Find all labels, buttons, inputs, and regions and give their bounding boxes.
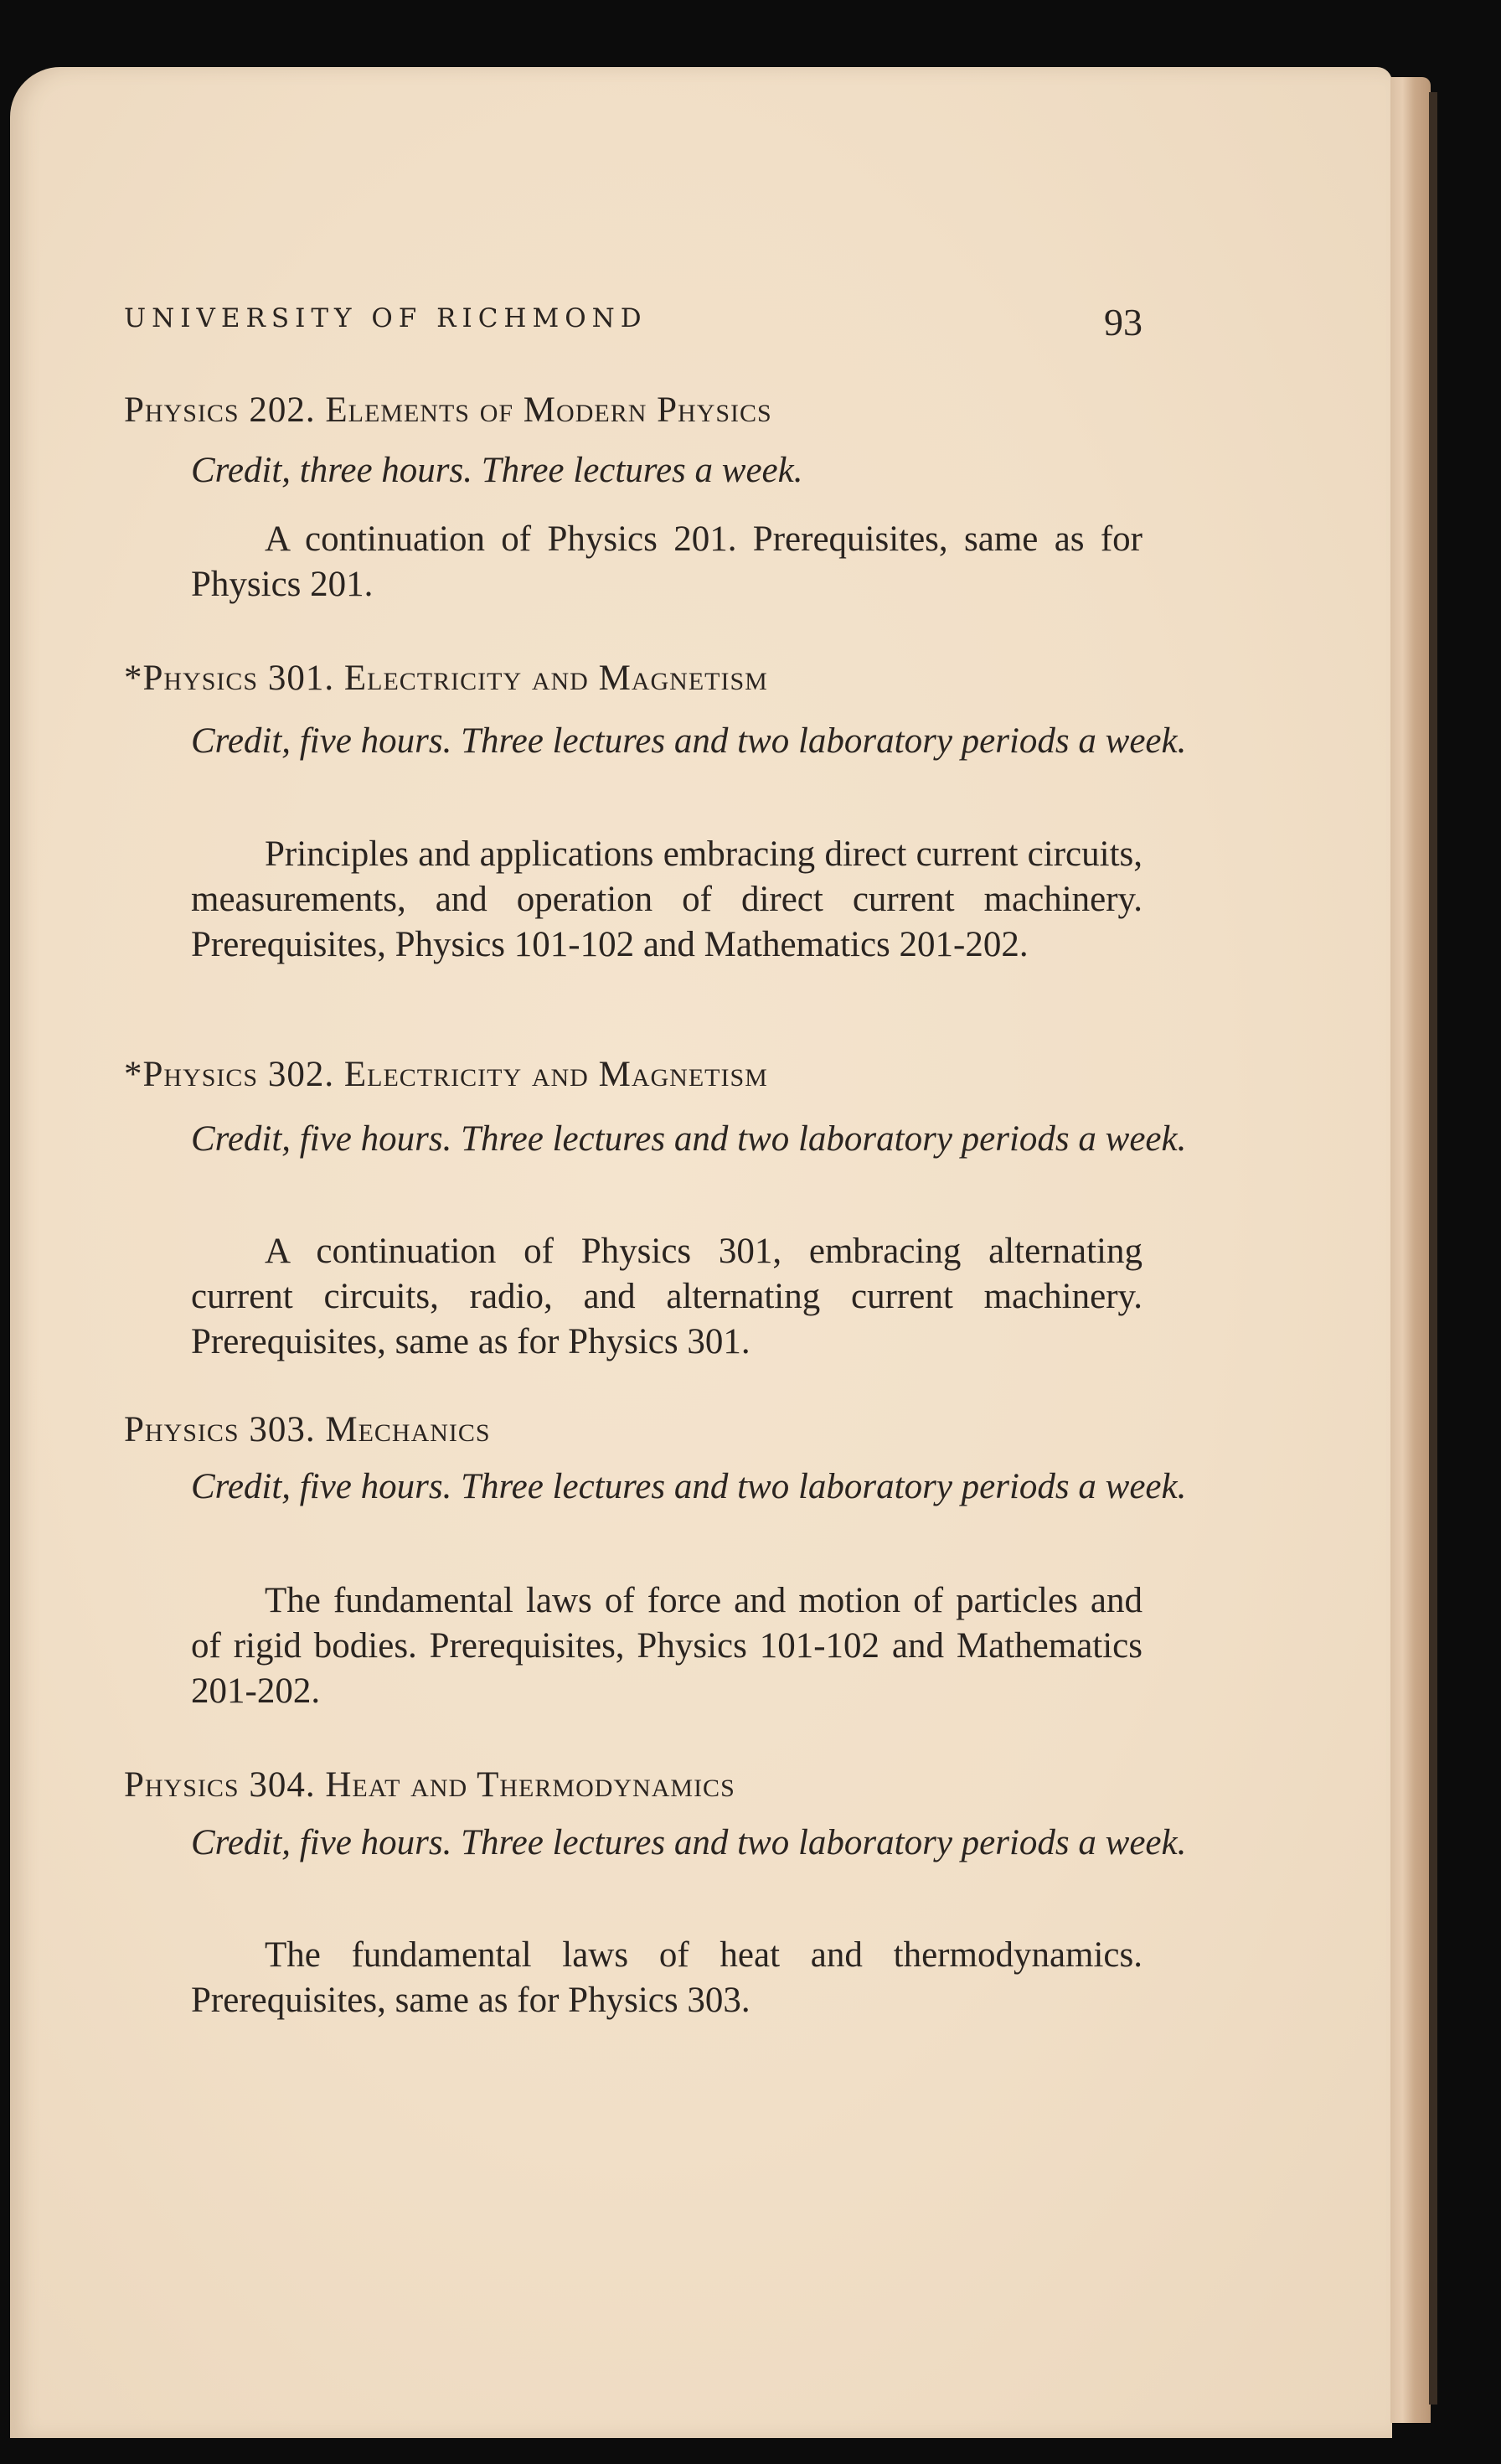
page-edge-shadow bbox=[1429, 92, 1437, 2405]
page-number: 93 bbox=[1104, 301, 1143, 344]
course-heading: *Physics 301. Electricity and Magnetism bbox=[124, 659, 768, 698]
course-credit: Credit, five hours. Three lectures and two laboratory periods a week. bbox=[191, 1119, 1187, 1159]
course-description: The fundamental laws of force and motion of particles and of rigid bodies. Prerequisites, Physics 101-102 and Mathematics 201-202. bbox=[191, 1581, 1143, 1711]
course-heading: Physics 304. Heat and Thermodynamics bbox=[124, 1765, 735, 1805]
course-description: Principles and applications embracing direct current circuits, measurements, and operation of direct current machinery. Prerequisites, Physics 101-102 and Mathematics 201-202. bbox=[191, 834, 1143, 964]
course-heading: Physics 303. Mechanics bbox=[124, 1410, 491, 1449]
course-credit: Credit, three hours. Three lectures a week. bbox=[191, 451, 803, 490]
course-credit: Credit, five hours. Three lectures and two laboratory periods a week. bbox=[191, 1467, 1187, 1506]
course-description: A continuation of Physics 201. Prerequisites, same as for Physics 201. bbox=[191, 519, 1143, 604]
course-credit: Credit, five hours. Three lectures and two laboratory periods a week. bbox=[191, 721, 1187, 761]
course-credit: Credit, five hours. Three lectures and two laboratory periods a week. bbox=[191, 1823, 1187, 1862]
running-head: UNIVERSITY OF RICHMOND bbox=[124, 303, 647, 333]
course-description: The fundamental laws of heat and thermodynamics. Prerequisites, same as for Physics 303. bbox=[191, 1935, 1143, 2020]
course-heading: *Physics 302. Electricity and Magnetism bbox=[124, 1055, 768, 1094]
course-description: A continuation of Physics 301, embracing alternating current circuits, radio, and alternating current machinery. Prerequisites, same as for Physics 301. bbox=[191, 1232, 1143, 1361]
page-edge bbox=[1390, 77, 1431, 2423]
course-heading: Physics 202. Elements of Modern Physics bbox=[124, 390, 772, 430]
